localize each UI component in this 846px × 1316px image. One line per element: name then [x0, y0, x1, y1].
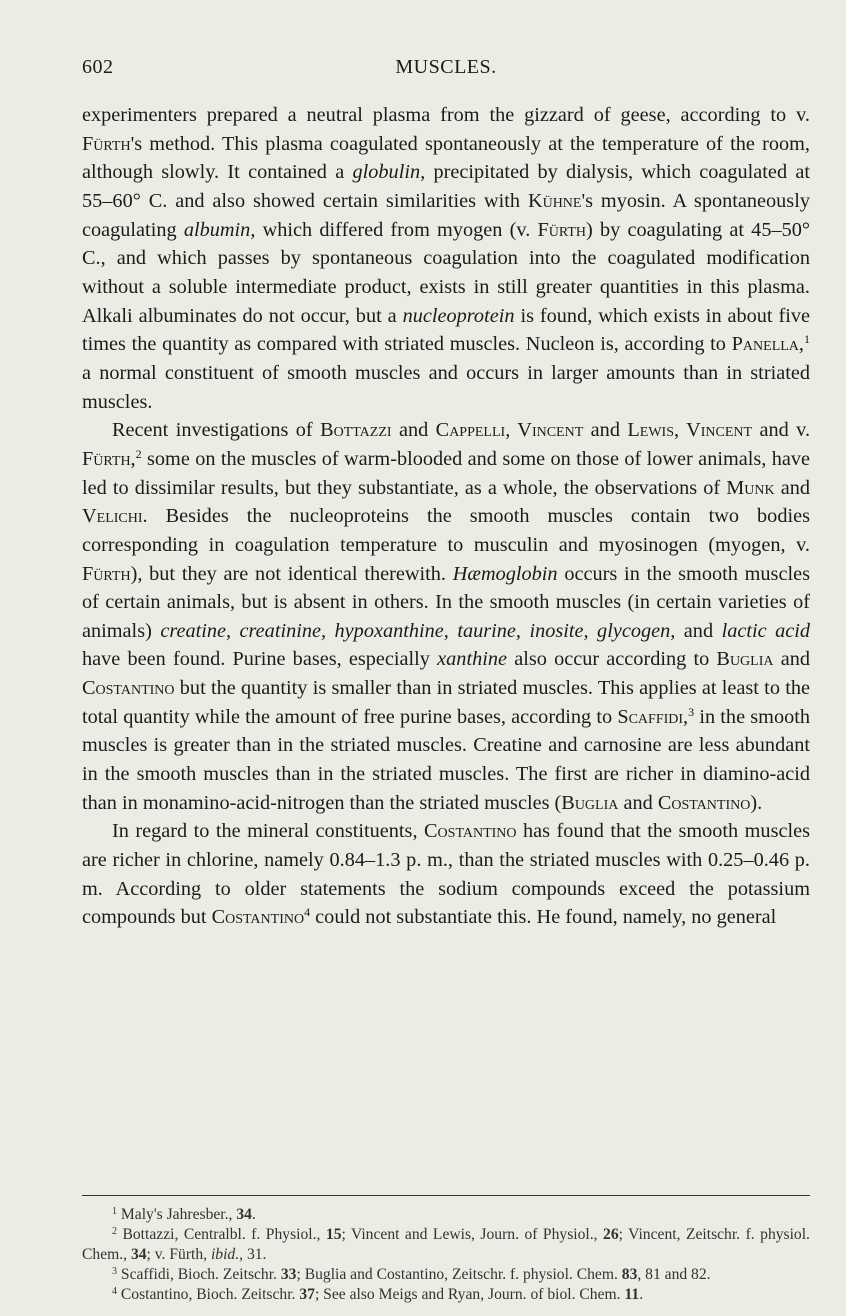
page-number: 602	[82, 56, 114, 78]
footnote-ref-3: 3	[688, 704, 695, 719]
paragraph-1: experimenters prepared a neutral plasma from the gizzard of geese, according to v. Fürth's method. This plasma coagulated spontaneously at the temperature of the room, although slowly. It contained a globulin, precipitated by dialysis, which coagulated at 55–60° C. and also showed certain similarities with Kühne's myosin. A spontaneously coagulating albumin, which differed from myogen (v. Fürth) by coagulating at 45–50° C., and which passes by spontaneous coagulation into the coagulated modification without a soluble intermediate product, exists in still greater quantities in this plasma. Alkali albuminates do not occur, but a nucleoprotein is found, which exists in about five times the quantity as compared with striated muscles. Nucleon is, according to Panella,$^1$ a normal constituent of smooth muscles and occurs in larger amounts than in striated muscles.	[82, 104, 811, 413]
footnotes	[82, 1205, 810, 1305]
footnote-1: $^1$ Maly's Jahresber., 34.	[112, 1206, 256, 1223]
footnote-ref-4: 4	[304, 905, 311, 920]
body-text	[82, 101, 810, 932]
footnote-divider	[82, 1195, 810, 1196]
paragraph-2: Recent investigations of Bottazzi and Cappelli, Vincent and Lewis, Vincent and v. Fürth,$^2$ some on the muscles of warm-blooded and some on those of lower animals, have led to dissimilar results, but they substantiate, as a whole, the observations of Munk and Velichi. Besides the nucleoproteins the smooth muscles contain two bodies corresponding in coagulation temperature to musculin and myosinogen (myogen, v. Fürth), but they are not identical therewith. Hæmoglobin occurs in the smooth muscles of certain animals, but is absent in others. In the smooth muscles (in certain varieties of animals) creatine, creatinine, hypoxanthine, taurine, inosite, glycogen, and lactic acid have been found. Purine bases, especially xanthine also occur according to Buglia and Costantino but the quantity is smaller than in striated muscles. This applies at least to the total quantity while the amount of free purine bases, according to Scaffidi,$^3$ in the smooth muscles is greater than in the striated muscles. Creatine and carnosine are less abundant in the smooth muscles than in the striated muscles. The first are richer in diamino-acid than in monamino-acid-nitrogen than the striated muscles (Buglia and Costantino).	[82, 419, 811, 814]
footnote-ref-2: 2	[135, 446, 142, 461]
footnote-2: $^2$ Bottazzi, Centralbl. f. Physiol., 15; Vincent and Lewis, Journ. of Physiol., 26; Vincent, Zeitschr. f. physiol. Chem., 34; v. Fürth, ibid., 31.	[82, 1226, 810, 1263]
footnote-3: $^3$ Scaffidi, Bioch. Zeitschr. 33; Buglia and Costantino, Zeitschr. f. physiol. Chem. 83, 81 and 82.	[112, 1266, 711, 1283]
footnote-ref-1: 1	[804, 332, 810, 347]
running-title: MUSCLES.	[395, 56, 497, 78]
footnote-4: $^4$ Costantino, Bioch. Zeitschr. 37; See also Meigs and Ryan, Journ. of biol. Chem. 11.	[112, 1286, 644, 1303]
running-header	[82, 56, 810, 82]
paragraph-3: In regard to the mineral constituents, Costantino has found that the smooth muscles are richer in chlorine, namely 0.84–1.3 p. m., than the striated muscles with 0.25–0.46 p. m. According to older statements the sodium compounds exceed the potassium compounds but Costantino$^4$ could not substantiate this. He found, namely, no general	[82, 820, 810, 929]
